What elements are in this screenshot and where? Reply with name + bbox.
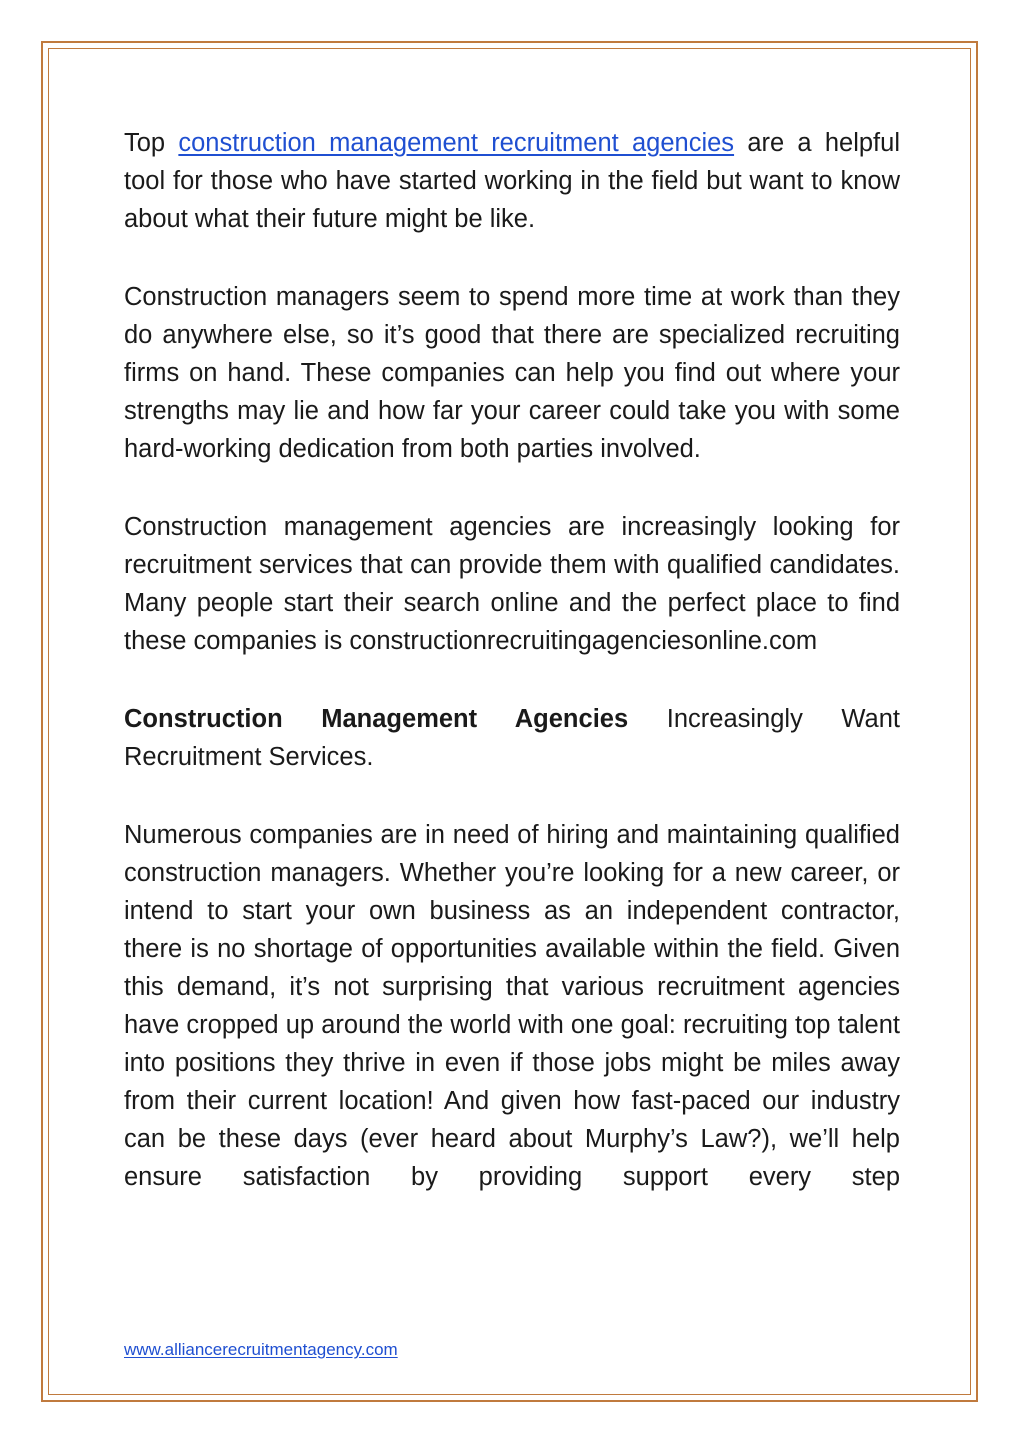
demand-paragraph: Numerous companies are in need of hiring and maintaining qualified construction managers. Whether you’re looking for a new career, or intend to start your own business as an independent contractor, there is no shortage of opportunities available within the field. Given this demand, it’s not surprising that various recruitment agencies have cropped up around the world with one goal: recruiting top talent into positions they thrive in even if those jobs might be miles away from their current location! And given how fast-paced our industry can be these days (ever heard about Murphy’s Law?), we’ll help ensure satisfaction by providing support every step <box>124 821 900 1191</box>
agencies-website-text: constructionrecruitingagenciesonline.com <box>349 627 818 655</box>
recruitment-agencies-link[interactable]: construction management recruitment agencies <box>178 129 735 157</box>
agencies-paragraph <box>124 508 900 660</box>
intro-paragraph <box>124 124 900 238</box>
intro-suffix: are a helpful tool for those who have started working in the field but want to know about what their future might be like. <box>124 129 900 233</box>
document-body <box>124 124 900 1236</box>
managers-paragraph: Construction managers seem to spend more time at work than they do anywhere else, so it’s good that there are specialized recruiting firms on hand. These companies can help you find out where your strengths may lie and how far your career could take you with some hard-working dedication from both parties involved. <box>124 283 900 463</box>
section-heading-rest: Increasingly Want Recruitment Services. <box>124 705 900 771</box>
agencies-paragraph-text: Construction management agencies are increasingly looking for recruitment services that can provide them with qualified candidates. Many people start their search online and the perfect place to find these companies is <box>124 513 900 655</box>
intro-prefix: Top <box>124 129 166 157</box>
section-heading <box>124 700 900 776</box>
footer-website-link[interactable]: www.alliancerecruitmentagency.com <box>124 1340 398 1359</box>
section-heading-bold: Construction Management Agencies <box>124 705 629 733</box>
